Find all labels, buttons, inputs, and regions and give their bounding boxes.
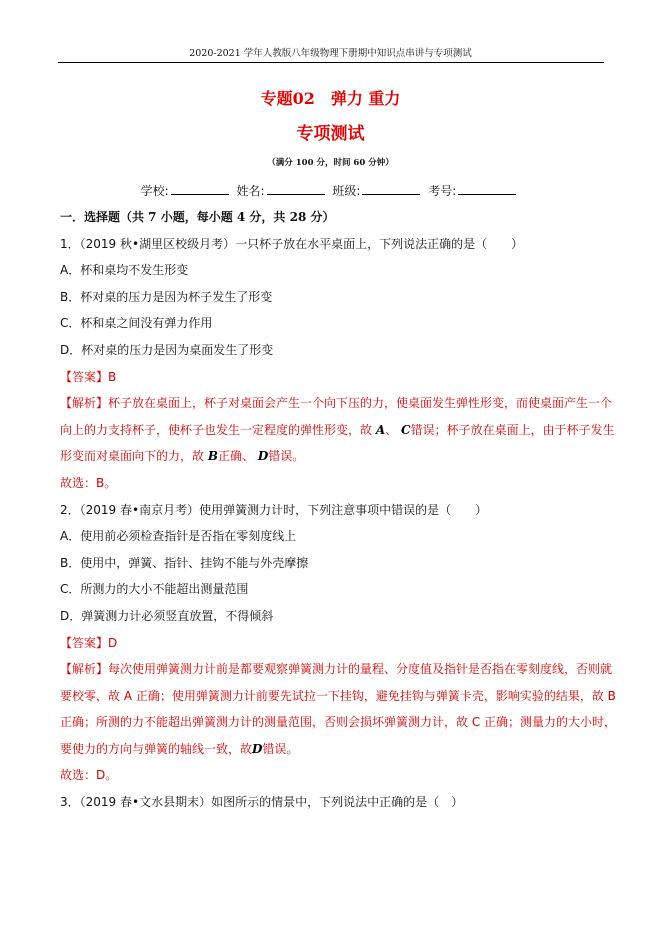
school-field[interactable] [171,182,229,195]
q1-option-a: A．杯和桌均不发生形变 [60,263,189,278]
q1-answer [60,364,605,391]
score-note: （满分 100 分，时间 60 分钟） [267,158,394,168]
question-3-stem: 3．（2019 春•文水县期末）如图所示的情景中，下列说法中正确的是（ ） [60,795,464,810]
q2-analysis-line: 正确；所测的力不能超出弹簧测力计的测量范围，否则会损坏弹簧测力计，故 C 正确；测量力的大小时， [60,715,617,730]
class-label: 班级: [332,184,361,198]
question-1-stem: 1．（2019 秋•湖里区校级月考）一只杯子放在水平桌面上，下列说法正确的是（ ） [60,236,524,251]
q2-choice: 故选：D。 [60,768,118,783]
analysis-text: 杯子放在桌面上，杯子对桌面会产生一个向下压的力，使桌面发生弹性形变，而使桌面产生一个 [108,396,613,411]
q1-analysis-line [60,417,615,444]
option-letter: B [207,449,218,464]
answer-label: 【答案】 [60,635,109,650]
class-field[interactable] [362,182,420,195]
school-label: 学校: [140,184,169,198]
q1-option-c: C．杯和桌之间没有弹力作用 [60,316,213,331]
section-heading: 一．选择题（共 7 小题，每小题 4 分，共 28 分） [60,210,335,224]
name-label: 姓名: [236,184,265,198]
option-letter: D [252,741,263,756]
answer-value: D [108,635,118,650]
q2-analysis-line: 要校零，故 A 正确；使用弹簧测力计前要先试拉一下挂钩，避免挂钩与弹簧卡壳，影响实验的结果，故 B [60,688,616,703]
name-field[interactable] [267,182,325,195]
q2-option-a: A．使用前必须检查指针是否指在零刻度线上 [60,529,297,544]
doc-subtitle: 专项测试 [296,124,365,144]
doc-title: 专题02 弹力 重力 [260,89,401,108]
analysis-text: 向上的力支持杯子，使杯子也发生一定程度的弹性形变，故 [60,422,373,437]
analysis-text: 错误；杯子放在桌面上，由于杯子发生 [410,422,615,437]
analysis-text: 要使力的方向与弹簧的轴线一致，故 [60,741,253,756]
q2-analysis-line [60,656,613,683]
analysis-text: 错误。 [262,741,299,756]
analysis-label: 【解析】 [60,662,109,677]
document-body [60,204,617,816]
number-field[interactable] [458,182,516,195]
q1-option-d: D．杯对桌的压力是因为桌面发生了形变 [60,342,274,357]
answer-value: B [108,369,117,384]
analysis-text: 每次使用弹簧测力计前是都要观察弹簧测力计的量程、分度值及指针是否指在零刻度线，否则就 [108,662,613,677]
analysis-text: 形变而对桌面向下的力，故 [60,449,205,464]
answer-label: 【答案】 [60,369,109,384]
option-letter: A [375,422,386,437]
q1-analysis-line [60,443,605,470]
question-2-stem: 2．（2019 春•南京月考）使用弹簧测力计时，下列注意事项中错误的是（ ） [60,502,488,517]
q2-answer [60,630,605,657]
analysis-text: 错误。 [268,449,305,464]
q1-analysis-line [60,390,613,417]
analysis-text: 、 [385,422,398,437]
page-header: 2020-2021 学年人教版八年级物理下册期中知识点串讲与专项测试 [189,48,472,59]
option-letter: D [257,449,269,464]
q2-analysis-line [60,736,605,763]
q1-option-b: B．杯对桌的压力是因为杯子发生了形变 [60,289,273,304]
number-label: 考号: [428,184,457,198]
header-divider [58,62,604,63]
option-letter: C [401,422,411,437]
analysis-text: 正确、 [218,449,255,464]
q2-option-b: B．使用中，弹簧、指针、挂钩不能与外壳摩擦 [60,555,309,570]
q2-option-c: C．所测力的大小不能超出测量范围 [60,582,249,597]
student-info-form [0,182,661,199]
q2-option-d: D．弹簧测力计必须竖直放置，不得倾斜 [60,608,274,623]
q1-choice: 故选：B。 [60,475,117,490]
analysis-label: 【解析】 [60,396,109,411]
